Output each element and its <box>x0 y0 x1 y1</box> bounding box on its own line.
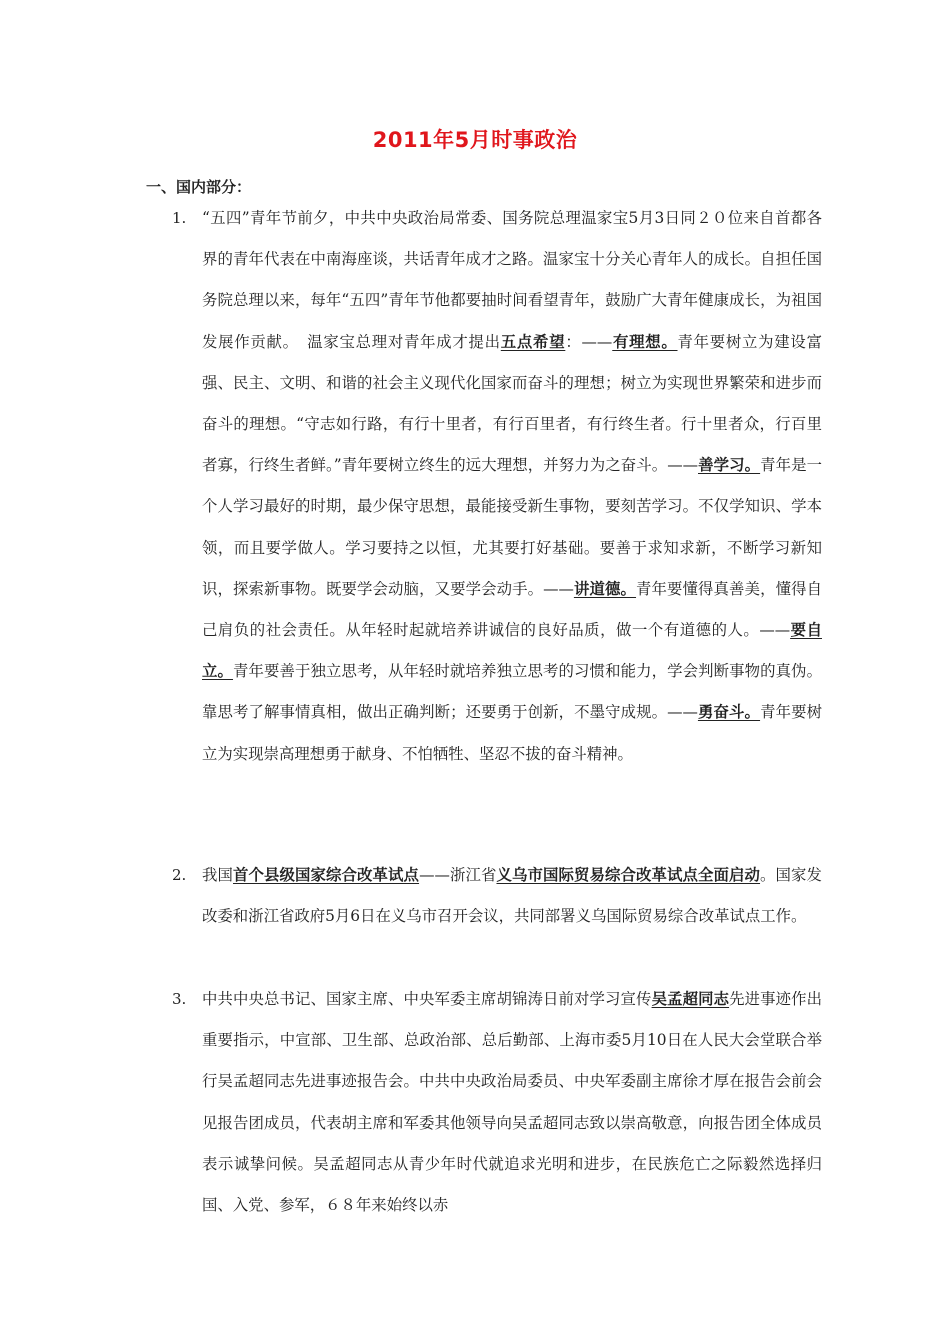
list-item <box>172 198 822 775</box>
text-segment: 青年要树立为实现崇高理想勇于献身、不怕牺牲、坚忍不拔的奋斗精神。 <box>202 703 822 763</box>
text-segment: 中共中央总书记、国家主席、中央军委主席胡锦涛日前对学习宣传 <box>202 990 652 1008</box>
underlined-term: 要自立。 <box>202 621 822 681</box>
item-number: 2. <box>172 866 187 884</box>
text-segment: ：—— <box>565 332 613 351</box>
underlined-term: 善学习。 <box>698 456 761 475</box>
item-text <box>202 979 822 1226</box>
page-title: 2011年5月时事政治 <box>372 128 578 152</box>
underlined-term: 有理想。 <box>612 332 678 351</box>
item-text <box>202 855 822 937</box>
text-segment: 。国家发改委和浙江省政府5月6日在义乌市召开会议，共同部署义乌国际贸易综合改革试点工作。 <box>202 866 822 926</box>
text-segment: 先进事迹作出重要指示，中宣部、卫生部、总政治部、总后勤部、上海市委5月10日在人民大会堂联合举行吴孟超同志先进事迹报告会。中共中央政治局委员、中央军委副主席徐才厚在报告会前会见报告团成员，代表胡主席和军委其他领导向吴孟超同志致以崇高敬意，向报告团全体成员表示诚挚问候。吴孟超同志从青少年时代就追求光明和进步，在民族危亡之际毅然选择归国、入党、参军，６８年来始终以赤 <box>202 990 822 1215</box>
underlined-term: 义乌市国际贸易综合改革试点全面启动 <box>496 866 761 884</box>
text-segment: “五四”青年节前夕，中共中央政治局常委、国务院总理温家宝5月3日同２０位来自首都各界的青年代表在中南海座谈，共话青年成才之路。温家宝十分关心青年人的成长。自担任国务院总理以来，每年“五四”青年节他都要抽时间看望青年，鼓励广大青年健康成长，为祖国发展作贡献。 温家宝总理对青年成才提出 <box>202 209 822 351</box>
text-segment: 青年是一个人学习最好的时期，最少保守思想，最能接受新生事物，要刻苦学习。不仅学知识、学本领，而且要学做人。学习要持之以恒，尤其要打好基础。要善于求知求新，不断学习新知识，探索新事物。既要学会动脑，又要学会动手。—— <box>202 456 822 598</box>
list-item <box>172 855 822 937</box>
underlined-term: 五点希望 <box>500 332 566 351</box>
text-segment: 青年要善于独立思考，从年轻时就培养独立思考的习惯和能力，学会判断事物的真伪。靠思考了解事情真相，做出正确判断；还要勇于创新，不墨守成规。—— <box>202 662 822 722</box>
text-segment: 我国 <box>202 866 234 884</box>
item-number: 3. <box>172 990 187 1008</box>
underlined-term: 讲道德。 <box>573 579 637 598</box>
text-segment: 青年要树立为建设富强、民主、文明、和谐的社会主义现代化国家而奋斗的理想；树立为实现世界繁荣和进步而奋斗的理想。“守志如行路，有行十里者，有行百里者，有行终生者。行十里者众，行百里者寡，行终生者鲜。”青年要树立终生的远大理想，并努力为之奋斗。—— <box>202 332 822 475</box>
text-segment: ——浙江省 <box>419 866 497 884</box>
underlined-term: 首个县级国家综合改革试点 <box>233 866 420 884</box>
underlined-term: 吴孟超同志 <box>651 990 730 1008</box>
underlined-term: 勇奋斗。 <box>697 703 761 722</box>
item-number: 1. <box>172 209 187 227</box>
item-text <box>202 198 822 775</box>
list-item <box>172 979 822 1226</box>
section-heading: 一、国内部分： <box>146 178 252 196</box>
text-segment: 青年要懂得真善美，懂得自己肩负的社会责任。从年轻时起就培养讲诚信的良好品质，做一个有道德的人。—— <box>202 579 822 640</box>
